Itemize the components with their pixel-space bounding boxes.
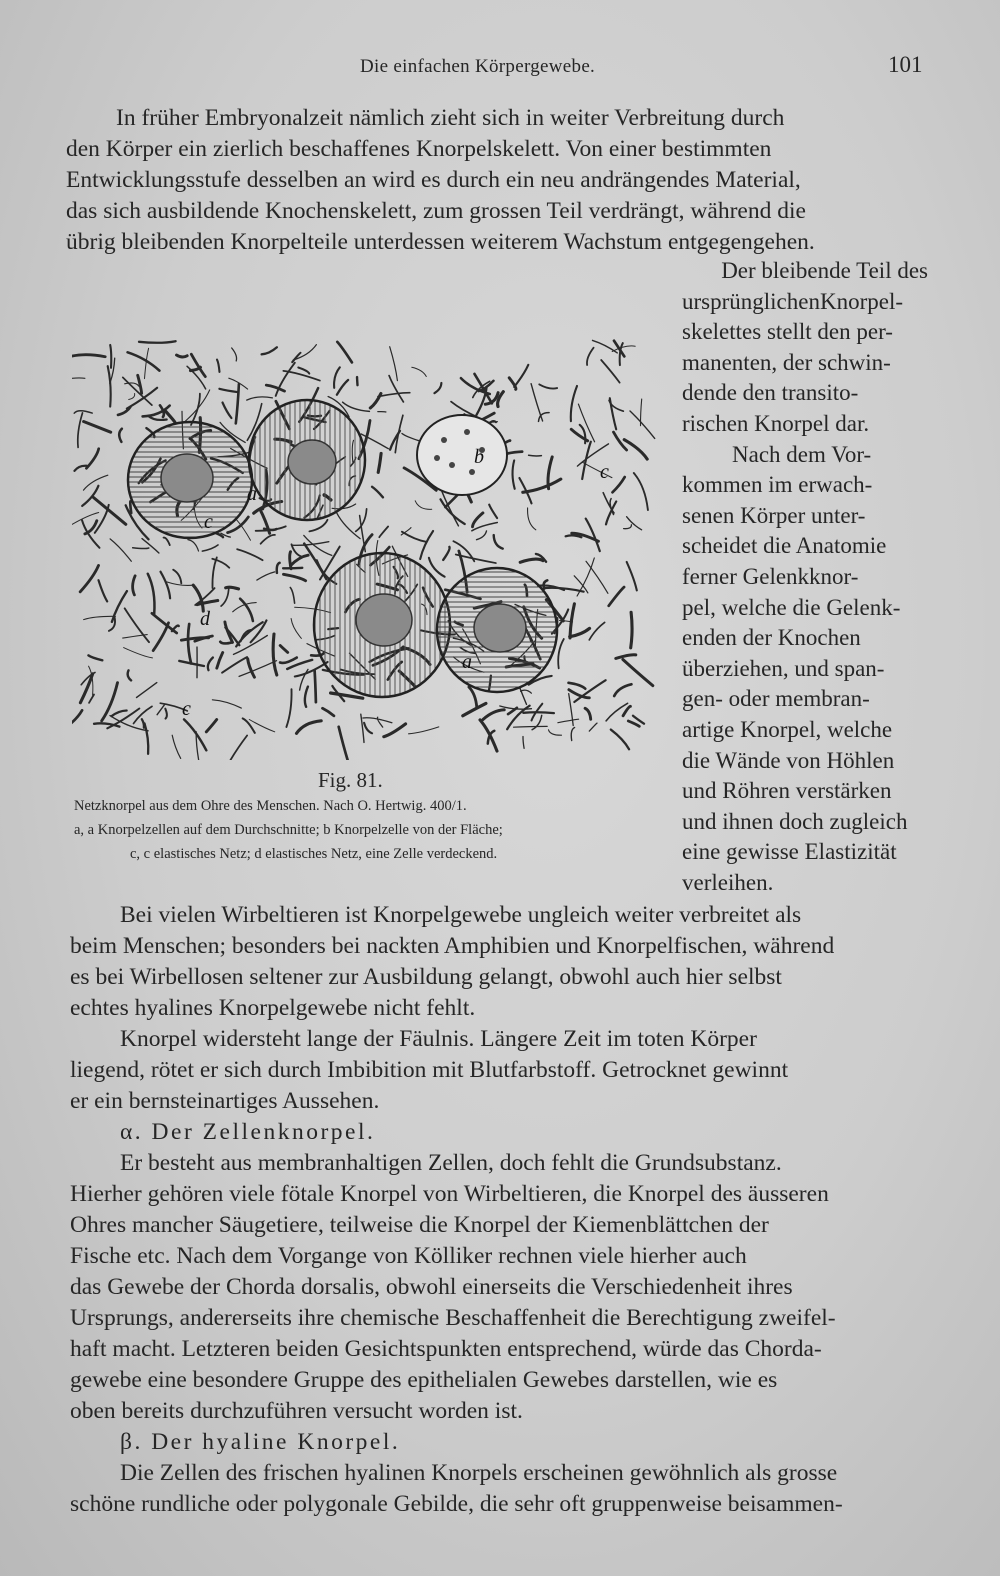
text-line: übrig bleibenden Knorpelteile unterdessen weiterem Wachstum entgegengehen.	[66, 229, 815, 255]
elastic-fibre	[266, 385, 284, 391]
elastic-fibre	[164, 538, 170, 546]
text-line: eine gewisse Elastizität	[682, 839, 897, 865]
elastic-fibre	[513, 460, 515, 488]
text-line: haft macht. Letzteren beiden Gesichtspunkten entsprechend, würde das Chorda-	[70, 1336, 822, 1362]
elastic-fibre	[613, 477, 625, 492]
elastic-fibre	[304, 544, 326, 580]
elastic-fibre	[434, 383, 441, 393]
elastic-fibre	[161, 572, 171, 599]
text-line: Fische etc. Nach dem Vorgange von Kölliker rechnen viele hierher auch	[70, 1243, 747, 1269]
elastic-fibre	[570, 628, 590, 636]
text-line: In früher Embryonalzeit nämlich zieht sich in weiter Verbreitung durch	[116, 105, 785, 131]
elastic-fibre	[631, 612, 632, 648]
text-line: und ihnen doch zugleich	[682, 808, 908, 834]
elastic-fibre	[139, 341, 176, 343]
elastic-fibre	[539, 384, 557, 388]
elastic-fibre	[628, 721, 639, 726]
text-line: senen Körper unter-	[682, 502, 866, 528]
elastic-fibre	[473, 513, 483, 527]
elastic-fibre	[443, 547, 449, 560]
elastic-fibre	[217, 653, 223, 669]
elastic-fibre	[612, 346, 635, 352]
elastic-fibre	[415, 501, 432, 510]
elastic-fibre	[630, 411, 655, 438]
elastic-fibre	[603, 493, 614, 513]
elastic-fibre	[580, 425, 586, 444]
elastic-fibre	[80, 566, 98, 592]
text-line: Bei vielen Wirbeltieren ist Knorpelgewebe ungleich weiter verbreitet als	[120, 902, 802, 928]
elastic-fibre	[298, 368, 309, 374]
text-line: das Gewebe der Chorda dorsalis, obwohl einerseits die Verschiedenheit ihres	[70, 1274, 793, 1300]
elastic-fibre	[616, 655, 636, 659]
section-heading-alpha: α. Der Zellenknorpel.	[120, 1119, 376, 1145]
main-body-text	[70, 900, 930, 1520]
elastic-fibre	[184, 719, 206, 750]
text-line: skelettes stellt den per-	[682, 319, 893, 345]
cell-nucleus	[288, 440, 336, 484]
text-line: kommen im erwach-	[682, 472, 873, 498]
elastic-fibre	[222, 657, 247, 673]
elastic-fibre	[315, 671, 316, 703]
figure-81-illustration	[72, 300, 657, 760]
elastic-fibre	[472, 523, 498, 531]
elastic-fibre	[412, 367, 427, 376]
elastic-fibre	[624, 525, 632, 529]
elastic-fibre	[531, 384, 543, 421]
elastic-fibre	[124, 648, 153, 658]
elastic-fibre	[237, 549, 262, 560]
text-line: und Röhren verstärken	[682, 778, 892, 804]
elastic-fibre	[165, 709, 167, 719]
elastic-fibre	[364, 723, 372, 734]
elastic-fibre	[587, 348, 594, 365]
caption-line: Netzknorpel aus dem Ohre des Menschen. Nach O. Hertwig. 400/1.	[74, 798, 467, 814]
elastic-fibre	[226, 587, 239, 589]
elastic-fibre	[133, 576, 135, 595]
elastic-fibre	[523, 479, 561, 492]
elastic-fibre	[528, 508, 536, 530]
elastic-fibre	[558, 639, 564, 668]
elastic-fibre	[84, 475, 108, 490]
elastic-fibre	[610, 398, 616, 429]
text-line: gen- oder membran-	[682, 686, 870, 712]
text-line: beim Menschen; besonders bei nackten Amphibien und Knorpelfischen, während	[70, 933, 835, 959]
elastic-fibre	[409, 727, 439, 734]
elastic-fibre	[86, 449, 98, 469]
elastic-fibre	[494, 535, 503, 549]
elastic-fibre	[480, 720, 497, 751]
elastic-fibre	[112, 591, 127, 622]
elastic-fibre	[72, 355, 105, 358]
elastic-fibre	[84, 616, 116, 619]
elastic-fibre	[589, 622, 604, 640]
elastic-fibre	[609, 587, 624, 606]
text-line: ursprünglichenKnorpel-	[682, 288, 903, 314]
elastic-fibre	[586, 519, 600, 552]
cell-nucleus	[161, 454, 213, 502]
elastic-fibre	[611, 730, 629, 750]
elastic-fibre	[337, 342, 352, 363]
elastic-fibre	[370, 394, 381, 409]
elastic-fibre	[509, 378, 516, 390]
text-line: die Wände von Höhlen	[682, 747, 895, 773]
elastic-fibre	[549, 730, 562, 735]
elastic-fibre	[212, 700, 241, 708]
elastic-fibre	[145, 723, 149, 753]
elastic-fibre	[571, 728, 574, 741]
elastic-fibre	[283, 568, 302, 569]
elastic-fibre	[297, 721, 322, 734]
elastic-fibre	[229, 736, 247, 761]
cartilage-cell-surface	[417, 415, 507, 495]
elastic-fibre	[208, 658, 213, 671]
elastic-fibre	[571, 386, 577, 421]
elastic-fibre	[240, 599, 253, 621]
elastic-fibre	[223, 403, 232, 419]
elastic-fibre	[402, 532, 426, 542]
elastic-fibre	[389, 376, 403, 402]
elastic-fibre	[191, 367, 201, 370]
elastic-fibre	[379, 527, 388, 538]
text-line: Nach dem Vor-	[732, 441, 872, 467]
text-line: oben bereits durchzuführen versucht worden ist.	[70, 1398, 523, 1424]
elastic-fibre	[129, 394, 135, 400]
elastic-fibre	[217, 360, 220, 372]
elastic-fibre	[286, 689, 291, 727]
elastic-fibre	[145, 348, 149, 378]
elastic-fibre	[514, 365, 528, 387]
elastic-fibre	[153, 623, 168, 651]
elastic-fibre	[128, 352, 160, 370]
elastic-fibre	[614, 684, 631, 696]
elastic-fibre	[110, 539, 131, 561]
text-line: überziehen, und span-	[682, 655, 885, 681]
figure-label: d	[200, 608, 210, 630]
text-line: Hierher gehören viele fötale Knorpel von Wirbeltieren, die Knorpel des äusseren	[70, 1181, 829, 1207]
elastic-fibre	[623, 660, 653, 686]
elastic-fibre	[290, 552, 291, 569]
elastic-fibre	[323, 708, 334, 716]
elastic-fibre	[177, 355, 188, 357]
elastic-fibre	[173, 570, 181, 584]
elastic-fibre	[384, 724, 406, 737]
text-line: es bei Wirbellosen seltener zur Ausbildung gelangt, obwohl auch hier selbst	[70, 964, 782, 990]
text-line: er ein bernsteinartiges Aussehen.	[70, 1088, 380, 1114]
elastic-fibre	[256, 526, 286, 530]
elastic-fibre	[232, 348, 237, 361]
elastic-fibre	[142, 719, 144, 728]
elastic-fibre	[247, 397, 273, 400]
figure-label: a	[247, 483, 257, 505]
elastic-fibre	[585, 708, 591, 719]
elastic-fibre	[284, 574, 306, 580]
elastic-fibre	[138, 375, 142, 393]
text-line: Die Zellen des frischen hyalinen Knorpels erscheinen gewöhnlich als grosse	[120, 1460, 838, 1486]
elastic-fibre	[520, 559, 543, 562]
elastic-fibre	[402, 434, 419, 441]
text-line: manenten, der schwin-	[682, 349, 891, 375]
elastic-fibre	[280, 658, 297, 663]
text-line: Knorpel widersteht lange der Fäulnis. Längere Zeit im toten Körper	[120, 1026, 757, 1052]
elastic-fibre	[188, 624, 191, 664]
elastic-fibre	[89, 695, 94, 703]
elastic-fibre	[305, 687, 308, 707]
elastic-fibre	[261, 535, 275, 544]
elastic-fibre	[589, 723, 597, 731]
elastic-fibre	[390, 431, 400, 450]
elastic-fibre	[558, 719, 579, 723]
text-line: Ursprungs, andererseits ihre chemische Beschaffenheit die Berechtigung zweifel-	[70, 1305, 836, 1331]
elastic-fibre	[378, 393, 410, 397]
elastic-fibre	[514, 726, 548, 727]
elastic-fibre	[212, 557, 216, 588]
elastic-fibre	[390, 347, 398, 381]
text-line: Entwicklungsstufe desselben an wird es durch ein neu andrängendes Material,	[66, 167, 801, 193]
caption-line: c, c elastisches Netz; d elastisches Netz, eine Zelle verdeckend.	[130, 846, 498, 862]
figure-label: c	[204, 511, 213, 533]
netzknorpel-engraving	[72, 300, 657, 760]
text-line: verleihen.	[682, 869, 774, 895]
text-line: gewebe eine besondere Gruppe des epithelialen Gewebes darstellen, wie es	[70, 1367, 778, 1393]
elastic-fibre	[570, 604, 574, 638]
elastic-fibre	[142, 539, 159, 553]
elastic-fibre	[148, 574, 155, 614]
elastic-fibre	[257, 572, 275, 580]
page-number: 101	[888, 52, 923, 77]
figure-label: c	[600, 461, 609, 483]
elastic-fibre	[188, 540, 199, 551]
elastic-fibre	[248, 659, 255, 677]
figure-label: a	[462, 651, 472, 673]
text-line: Der bleibende Teil des	[721, 258, 928, 283]
elastic-fibre	[243, 718, 255, 733]
elastic-fibre	[334, 367, 340, 388]
text-line: enden der Knochen	[682, 625, 861, 651]
text-line: pel, welche die Gelenk-	[682, 594, 901, 620]
elastic-fibre	[75, 466, 87, 471]
elastic-fibre	[343, 402, 370, 411]
elastic-fibre	[119, 429, 122, 442]
figure-label: c	[182, 698, 191, 720]
text-line: Ohres mancher Säugetiere, teilweise die Knorpel der Kiemenblättchen der	[70, 1212, 769, 1238]
text-line: echtes hyalines Knorpelgewebe nicht fehlt.	[70, 995, 476, 1021]
elastic-fibre	[309, 520, 327, 532]
elastic-fibre	[166, 411, 175, 422]
elastic-fibre	[441, 499, 465, 524]
elastic-fibre	[262, 347, 277, 354]
elastic-fibre	[566, 535, 582, 537]
elastic-fibre	[72, 710, 82, 731]
elastic-fibre	[627, 562, 637, 590]
cartilage-cells	[128, 400, 557, 697]
elastic-fibre	[586, 561, 608, 593]
elastic-fibre	[290, 588, 294, 604]
text-line: scheidet die Anatomie	[682, 533, 887, 559]
elastic-fibre	[157, 704, 165, 714]
elastic-fibre	[463, 703, 486, 715]
elastic-fibre	[523, 712, 554, 713]
elastic-fibre	[339, 727, 349, 760]
elastic-fibre	[239, 661, 276, 677]
elastic-fibre	[469, 687, 477, 708]
elastic-fibre	[108, 366, 111, 407]
elastic-fibre	[273, 634, 277, 675]
elastic-fibre	[128, 670, 131, 680]
elastic-fibre	[202, 545, 218, 551]
text-line: artige Knorpel, welche	[682, 716, 893, 742]
elastic-fibre	[221, 587, 229, 606]
text-line: liegend, rötet er sich durch Imbibition mit Blutfarbstoff. Getrocknet gewinnt	[70, 1057, 789, 1083]
elastic-fibre	[420, 531, 433, 559]
caption-line: a, a Knorpelzellen auf dem Durchschnitte; b Knorpelzelle von der Fläche;	[74, 822, 503, 838]
elastic-fibre	[378, 453, 381, 472]
elastic-fibre	[634, 473, 648, 510]
elastic-fibre	[191, 394, 200, 425]
elastic-fibre	[137, 683, 157, 698]
side-text-column	[682, 256, 928, 898]
text-line: rischen Knorpel dar.	[682, 410, 870, 436]
text-line: ferner Gelenkknor-	[682, 563, 859, 589]
elastic-fibre	[292, 544, 303, 557]
figure-caption	[74, 794, 660, 866]
elastic-fibre	[220, 642, 232, 644]
elastic-fibre	[133, 548, 149, 549]
page-header	[0, 50, 1000, 86]
elastic-fibre	[477, 531, 487, 540]
elastic-fibre	[84, 422, 111, 433]
elastic-fibre	[94, 498, 126, 525]
elastic-fibre	[118, 407, 130, 415]
running-title: Die einfachen Körpergewebe.	[360, 56, 596, 77]
elastic-fibre	[112, 711, 127, 717]
elastic-fibre	[277, 563, 280, 573]
text-line: dende den transito-	[682, 380, 859, 406]
section-heading-beta: β. Der hyaline Knorpel.	[120, 1429, 401, 1455]
elastic-fibre	[529, 455, 542, 456]
elastic-fibre	[337, 513, 360, 539]
elastic-network	[72, 340, 655, 760]
elastic-fibre	[110, 345, 111, 368]
elastic-fibre	[280, 646, 288, 653]
cell-nucleus	[356, 594, 412, 646]
text-line: den Körper ein zierlich beschaffenes Knorpelskelett. Von einer bestimmten	[66, 136, 772, 162]
elastic-fibre	[78, 413, 83, 448]
elastic-fibre	[172, 735, 181, 758]
text-line: Er besteht aus membranhaltigen Zellen, doch fehlt die Grundsubstanz.	[120, 1150, 782, 1176]
cell-nucleus	[474, 604, 526, 652]
elastic-fibre	[601, 360, 619, 383]
elastic-fibre	[569, 683, 586, 689]
elastic-fibre	[88, 655, 102, 660]
intro-paragraph	[66, 103, 926, 258]
elastic-fibre	[623, 706, 630, 715]
elastic-fibre	[219, 389, 238, 392]
elastic-fibre	[337, 380, 348, 395]
elastic-fibre	[523, 737, 524, 749]
elastic-fibre	[291, 555, 309, 565]
text-line: das sich ausbildende Knochenskelett, zum grossen Teil verdrängt, während die	[66, 198, 806, 224]
elastic-fibre	[372, 487, 383, 498]
figure-label: b	[474, 446, 484, 468]
text-line: schöne rundliche oder polygonale Gebilde, die sehr oft gruppenweise beisammen-	[70, 1491, 843, 1517]
elastic-fibre	[72, 378, 85, 381]
elastic-fibre	[291, 619, 301, 639]
figure-number: Fig. 81.	[318, 768, 383, 792]
elastic-fibre	[99, 580, 108, 601]
elastic-fibre	[489, 505, 497, 518]
elastic-fibre	[206, 720, 216, 732]
elastic-fibre	[483, 710, 504, 720]
elastic-fibre	[130, 501, 131, 513]
elastic-fibre	[236, 384, 239, 423]
